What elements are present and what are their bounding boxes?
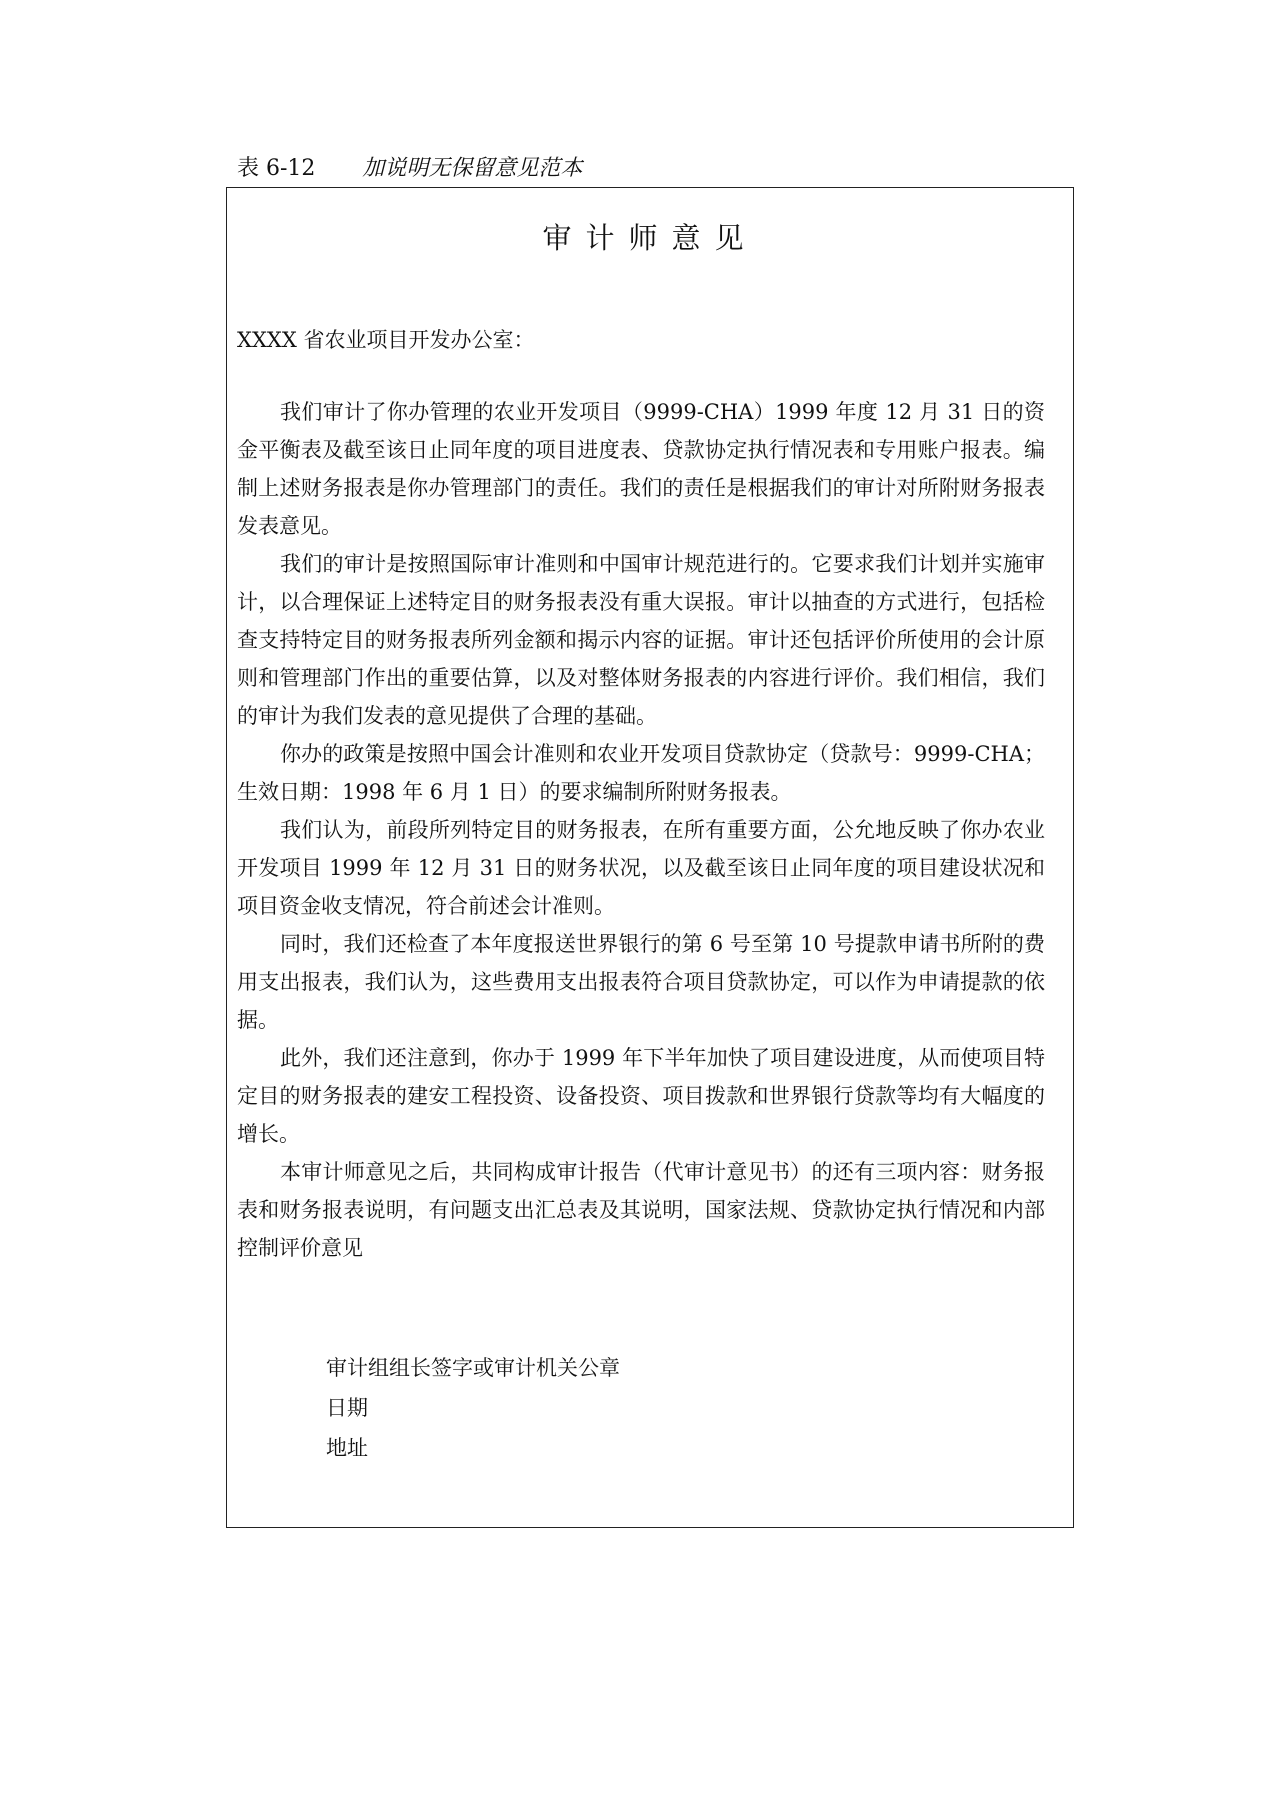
paragraph: 同时，我们还检查了本年度报送世界银行的第 6 号至第 10 号提款申请书所附的费用支出报表，我们认为，这些费用支出报表符合项目贷款协定，可以作为申请提款的依据。 xyxy=(237,932,1045,1032)
table-caption xyxy=(237,154,582,184)
paragraph: 我们审计了你办管理的农业开发项目（9999-CHA）1999 年度 12 月 31 日的资金平衡表及截至该日止同年度的项目进度表、贷款协定执行情况表和专用账户报表。编制上述财务报表是你办管理部门的责任。我们的责任是根据我们的审计对所附财务报表发表意见。 xyxy=(237,400,1045,538)
caption-label: 表 6-12 xyxy=(237,156,316,181)
addressee: XXXX 省农业项目开发办公室： xyxy=(237,328,535,352)
address-line: 地址 xyxy=(326,1436,368,1460)
date-line: 日期 xyxy=(326,1396,368,1420)
paragraph: 我们的审计是按照国际审计准则和中国审计规范进行的。它要求我们计划并实施审计，以合理保证上述特定目的财务报表没有重大误报。审计以抽查的方式进行，包括检查支持特定目的财务报表所列金额和揭示内容的证据。审计还包括评价所使用的会计原则和管理部门作出的重要估算，以及对整体财务报表的内容进行评价。我们相信，我们的审计为我们发表的意见提供了合理的基础。 xyxy=(237,552,1045,728)
paragraph: 我们认为，前段所列特定目的财务报表，在所有重要方面，公允地反映了你办农业开发项目 1999 年 12 月 31 日的财务状况，以及截至该日止同年度的项目建设状况和项目资金收支情况，符合前述会计准则。 xyxy=(237,818,1045,918)
opinion-body xyxy=(237,393,1045,1267)
signature-line: 审计组组长签字或审计机关公章 xyxy=(326,1356,620,1380)
paragraph: 本审计师意见之后，共同构成审计报告（代审计意见书）的还有三项内容：财务报表和财务报表说明，有问题支出汇总表及其说明，国家法规、贷款协定执行情况和内部控制评价意见 xyxy=(237,1160,1045,1260)
paragraph: 此外，我们还注意到，你办于 1999 年下半年加快了项目建设进度，从而使项目特定目的财务报表的建安工程投资、设备投资、项目拨款和世界银行贷款等均有大幅度的增长。 xyxy=(237,1046,1045,1146)
opinion-frame xyxy=(226,187,1074,1528)
paragraph: 你办的政策是按照中国会计准则和农业开发项目贷款协定（贷款号：9999-CHA；生效日期：1998 年 6 月 1 日）的要求编制所附财务报表。 xyxy=(237,742,1045,804)
signature-block xyxy=(326,1348,620,1468)
caption-title: 加说明无保留意见范本 xyxy=(362,156,583,181)
page-title: 审计师意见 xyxy=(542,221,758,255)
